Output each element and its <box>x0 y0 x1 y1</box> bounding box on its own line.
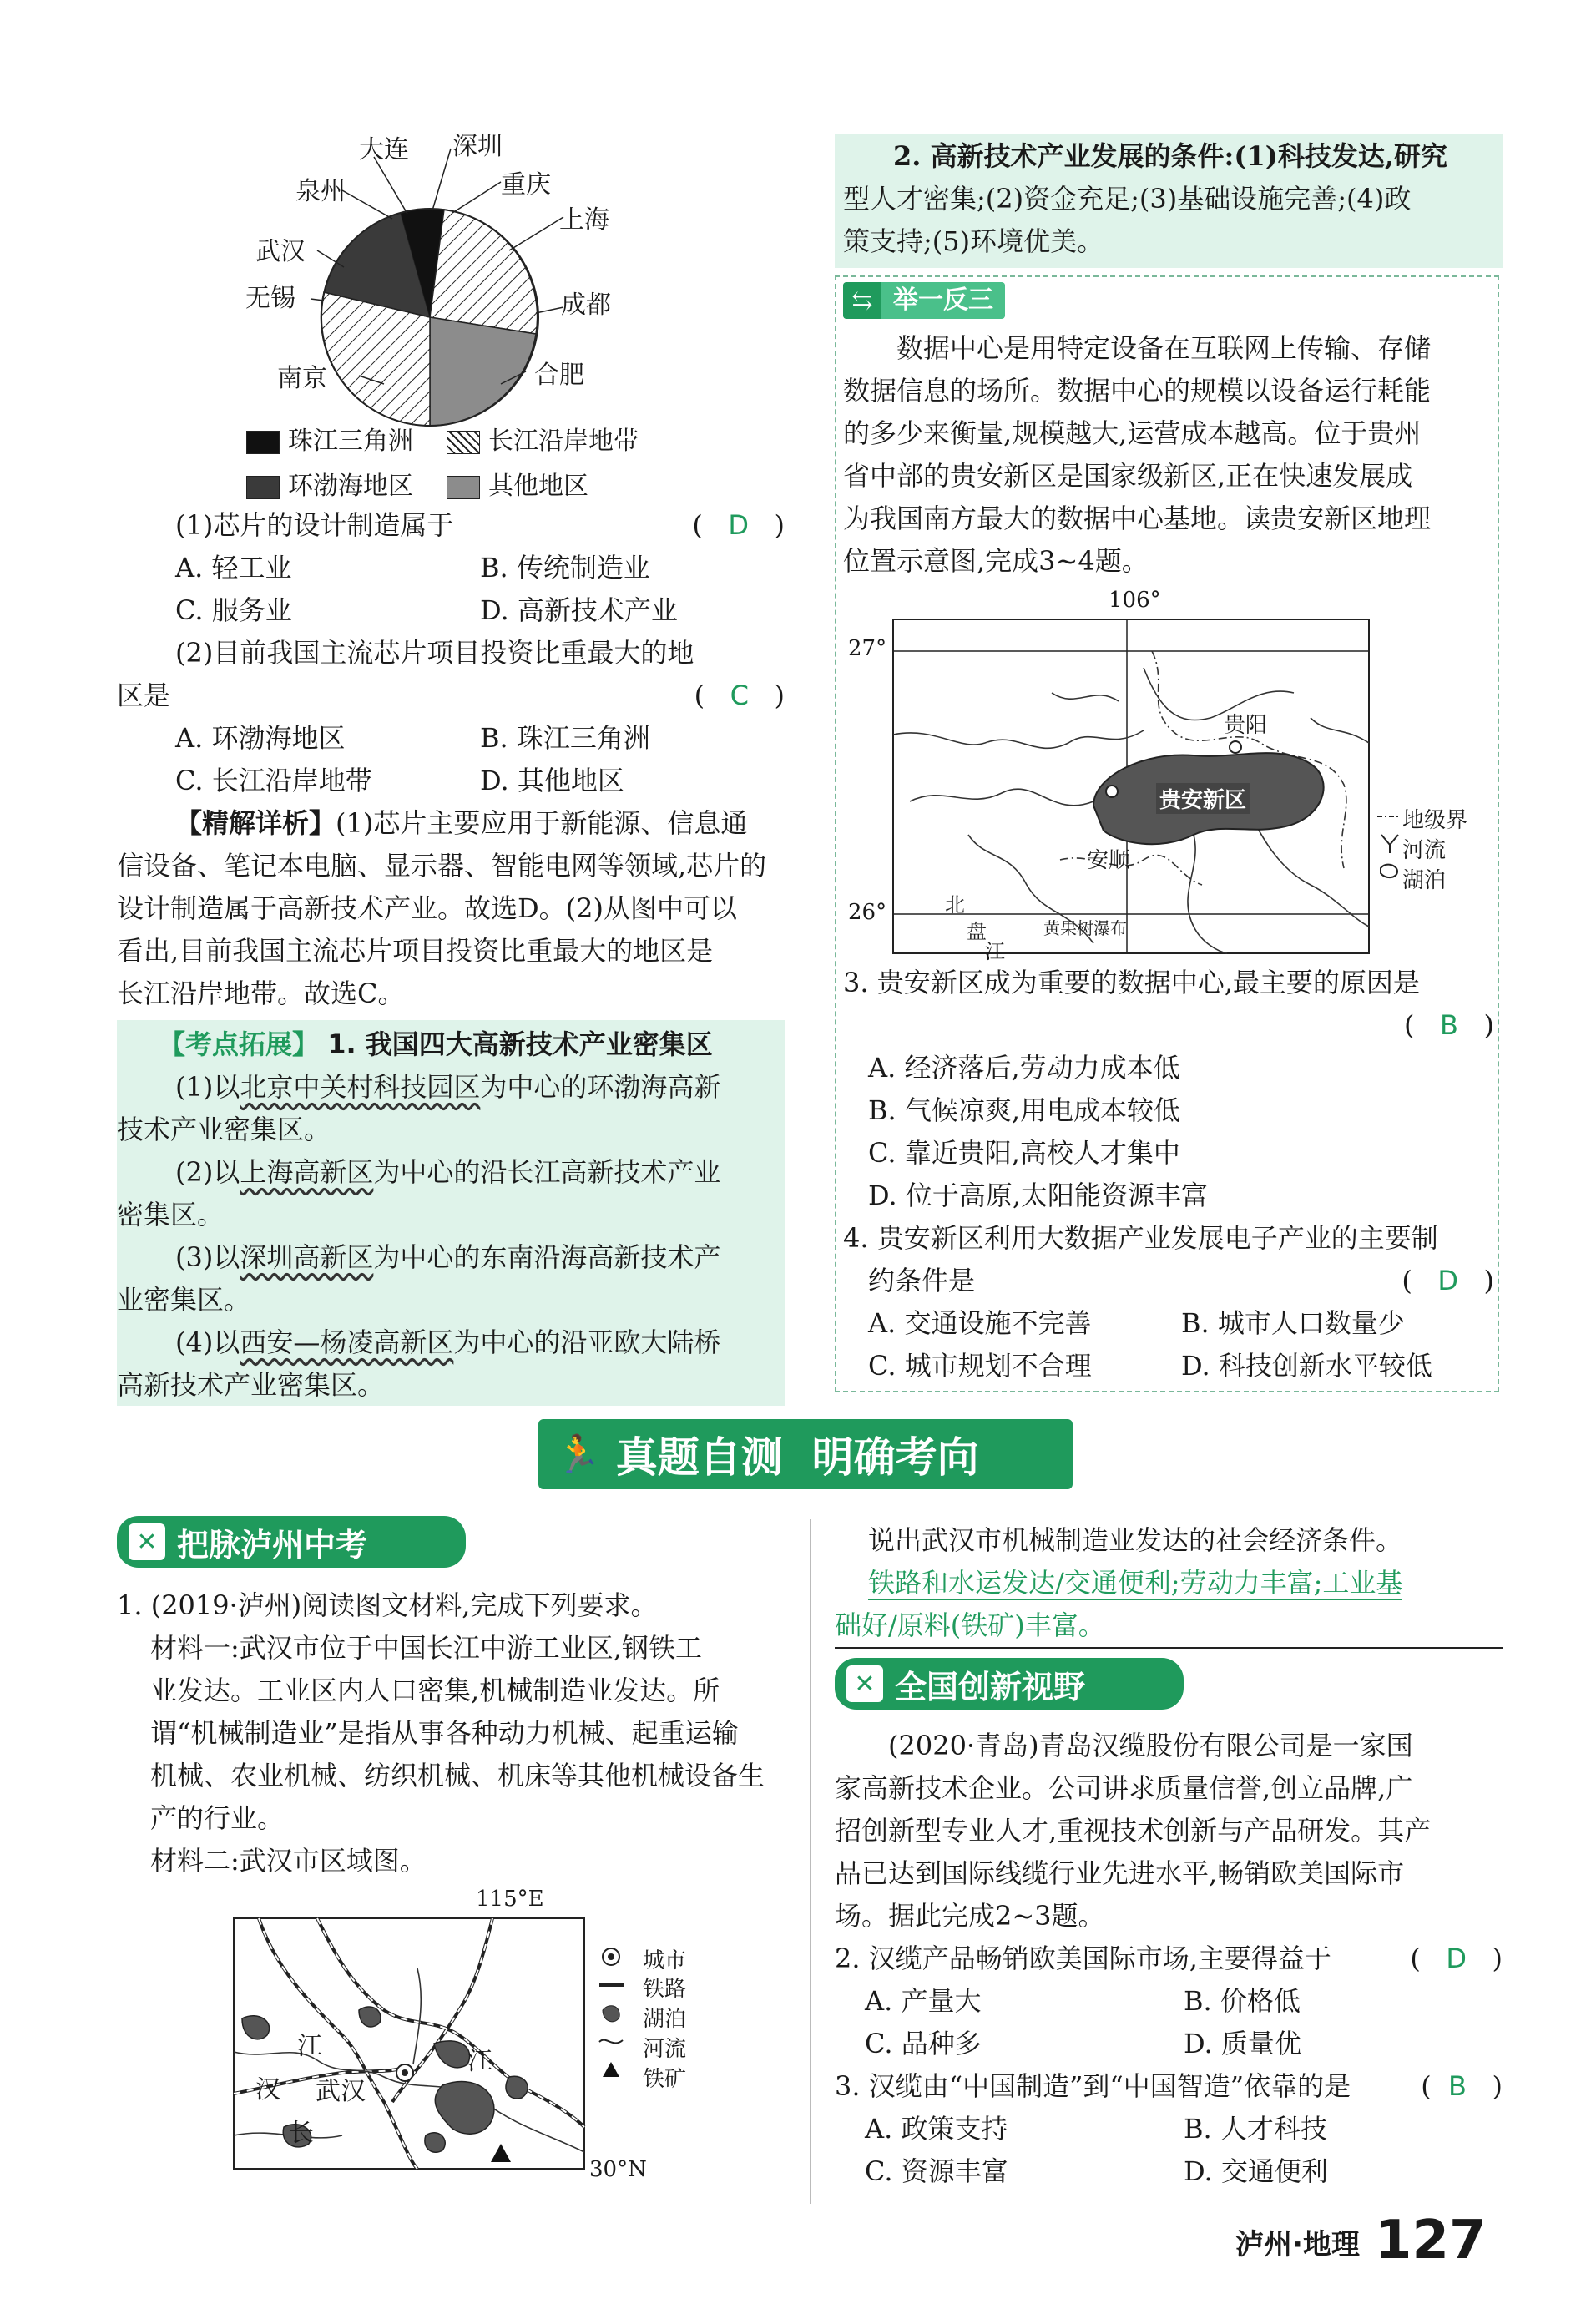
option: C. 长江沿岸地带 <box>175 765 372 796</box>
question-3: 3. 贵安新区成为重要的数据中心,最主要的原因是 <box>843 967 1420 998</box>
kaodian-box <box>117 1020 785 1406</box>
answer: D <box>1437 1265 1458 1296</box>
option: B. 人才科技 <box>1184 2113 1327 2145</box>
option: C. 靠近贵阳,高校人才集中 <box>868 1137 1180 1169</box>
question-1-1: (1)芯片的设计制造属于 <box>175 509 454 541</box>
option: D. 高新技术产业 <box>480 594 678 626</box>
page-footer <box>1235 2210 1487 2271</box>
question-2: 2. 汉缆产品畅销欧美国际市场,主要得益于 <box>835 1943 1331 1974</box>
juyi-line: 数据信息的场所。数据中心的规模以设备运行耗能 <box>843 375 1432 407</box>
map-city-label: 安顺 <box>1087 848 1131 873</box>
answer-text: 铁路和水运发达/交通便利;劳动力丰富;工业基 <box>868 1567 1403 1599</box>
kaodian-text: (3)以 <box>175 1241 240 1273</box>
answer-prompt: 说出武汉市机械制造业发达的社会经济条件。 <box>868 1524 1403 1556</box>
conditions-line: 2. 高新技术产业发展的条件:(1)科技发达,研究 <box>893 140 1448 172</box>
material-line: 产的行业。 <box>150 1802 285 1834</box>
question-1-2-cont: 区是 <box>117 680 171 711</box>
juyi-text <box>843 327 1494 583</box>
legend-swatch-gray <box>447 476 480 499</box>
kaodian-highlight: 上海高新区 <box>240 1156 374 1188</box>
kaodian-text: (4)以 <box>175 1326 240 1358</box>
material-line: 材料一:武汉市位于中国长江中游工业区,钢铁工 <box>150 1632 702 1664</box>
luzhou-header <box>117 1516 466 1568</box>
jiexi-line: 设计制造属于高新技术产业。故选D。(2)从图中可以 <box>117 892 737 924</box>
material-line: 机械、农业机械、纺织机械、机床等其他机械设备生 <box>150 1760 765 1791</box>
map-river-label: 江 <box>467 2047 492 2076</box>
map-lat-label: 27° <box>848 636 887 661</box>
answer-paren: ( D ) <box>692 509 785 541</box>
jiexi-line: (1)芯片主要应用于新能源、信息通 <box>336 807 748 839</box>
map-legend-label: 铁矿 <box>643 2067 687 2092</box>
option: B. 传统制造业 <box>480 552 650 584</box>
kaodian-text: 为中心的沿长江高新技术产业 <box>373 1156 721 1188</box>
kaodian-text: 为中心的环渤海高新 <box>480 1071 721 1103</box>
exchange-icon: ⇆ <box>843 282 881 319</box>
option: B. 价格低 <box>1184 1985 1301 2017</box>
legend-label: 环渤海地区 <box>288 472 413 501</box>
wuhan-answer <box>835 1519 1503 1649</box>
map-legend-label: 城市 <box>643 1948 687 1973</box>
option: C. 品种多 <box>865 2028 982 2059</box>
pie-label: 上海 <box>559 205 609 235</box>
legend-label: 其他地区 <box>488 472 588 501</box>
question-3: 3. 汉缆由“中国制造”到“中国智造”依靠的是 <box>835 2070 1351 2102</box>
pie-legend <box>246 419 680 509</box>
option: B. 城市人口数量少 <box>1181 1307 1405 1339</box>
juyi-line: 为我国南方最大的数据中心基地。读贵安新区地理 <box>843 503 1432 534</box>
map-legend-label: 湖泊 <box>1402 868 1447 893</box>
column-divider <box>810 1519 811 2204</box>
kaodian-text: 密集区。 <box>117 1199 225 1230</box>
map-river-label: 盘 <box>967 920 987 943</box>
map-legend-label: 河流 <box>1402 838 1447 863</box>
map-river-label: 长 <box>289 2119 314 2148</box>
map-waterfall-label: 黄果树瀑布 <box>1043 918 1127 938</box>
kaodian-text: (1)以 <box>175 1071 240 1103</box>
cross-icon: ✕ <box>846 1665 883 1702</box>
map-area-label: 贵安新区 <box>1156 783 1250 814</box>
national-questions <box>835 1725 1503 2193</box>
conditions-line: 策支持;(5)环境优美。 <box>843 225 1104 257</box>
option: C. 资源丰富 <box>865 2155 1008 2187</box>
answer: D <box>1446 1943 1467 1974</box>
option: A. 产量大 <box>865 1985 982 2017</box>
answer: B <box>1440 1009 1458 1041</box>
answer-text: 础好/原料(铁矿)丰富。 <box>835 1609 1105 1641</box>
map-river-label: 江 <box>297 2032 322 2061</box>
question-1: 1. (2019·泸州)阅读图文材料,完成下列要求。 <box>117 1589 658 1621</box>
guian-map-svg <box>843 584 1494 968</box>
left-questions <box>117 504 785 1015</box>
legend-label: 珠江三角洲 <box>288 427 413 456</box>
answer: D <box>728 509 749 541</box>
answer: B <box>1448 2070 1467 2102</box>
question-4-cont: 约条件是 <box>868 1265 976 1296</box>
kaodian-title: 1. 我国四大高新技术产业密集区 <box>327 1028 713 1060</box>
intro-line: 场。据此完成2~3题。 <box>835 1900 1105 1932</box>
page-number: 127 <box>1374 2210 1487 2271</box>
juyi-line: 数据中心是用特定设备在互联网上传输、存储 <box>896 332 1432 364</box>
kaodian-highlight: 北京中关村科技园区 <box>240 1071 481 1103</box>
map-river-label: 北 <box>945 893 965 917</box>
option: C. 城市规划不合理 <box>868 1350 1092 1382</box>
pie-label: 泉州 <box>295 177 346 206</box>
answer-paren: ( B ) <box>1421 2070 1503 2102</box>
pie-label: 武汉 <box>255 237 306 266</box>
option: D. 交通便利 <box>1184 2155 1328 2187</box>
juyi-line: 位置示意图,完成3~4题。 <box>843 545 1149 577</box>
kaodian-highlight: 西安—杨凌高新区 <box>240 1326 454 1358</box>
pie-slice-other <box>430 317 536 426</box>
kaodian-text: (2)以 <box>175 1156 240 1188</box>
national-header-label: 全国创新视野 <box>895 1668 1086 1705</box>
cross-icon: ✕ <box>129 1523 165 1560</box>
juyi-tag <box>843 282 1005 319</box>
pie-label: 成都 <box>561 291 611 320</box>
option: D. 质量优 <box>1184 2028 1301 2059</box>
legend-swatch-dark <box>246 476 280 499</box>
pie-label: 合肥 <box>534 361 584 390</box>
section-banner-title: 真题自测 明确考向 <box>615 1433 979 1482</box>
jiexi-line: 看出,目前我国主流芯片项目投资比重最大的地区是 <box>117 935 714 967</box>
map-lat-label: 30°N <box>589 2157 647 2182</box>
material-line: 谓“机械制造业”是指从事各种动力机械、起重运输 <box>150 1717 739 1749</box>
jiexi-line: 长江沿岸地带。故选C。 <box>117 978 405 1009</box>
conditions-line: 型人才密集;(2)资金充足;(3)基础设施完善;(4)政 <box>843 183 1412 215</box>
map-legend-label: 湖泊 <box>643 2007 687 2032</box>
kaodian-text: 为中心的沿亚欧大陆桥 <box>453 1326 721 1358</box>
pie-label: 无锡 <box>245 284 295 313</box>
question-4: 4. 贵安新区利用大数据产业发展电子产业的主要制 <box>843 1222 1438 1254</box>
guiyang-city <box>1230 741 1241 753</box>
kaodian-text: 为中心的东南沿海高新技术产 <box>373 1241 721 1273</box>
map-city-label: 贵阳 <box>1224 713 1268 738</box>
juyi-line: 的多少来衡量,规模越大,运营成本越高。位于贵州 <box>843 417 1422 449</box>
kaodian-text: 业密集区。 <box>117 1284 251 1316</box>
question-1-2: (2)目前我国主流芯片项目投资比重最大的地 <box>175 637 694 669</box>
pie-label: 重庆 <box>501 170 551 200</box>
conditions-box <box>835 134 1503 268</box>
answer-paren: ( C ) <box>694 680 785 711</box>
option: D. 位于高原,太阳能资源丰富 <box>868 1180 1209 1211</box>
guian-questions <box>843 962 1494 1387</box>
option: A. 交通设施不完善 <box>868 1307 1092 1339</box>
map-river-label: 汉 <box>255 2075 280 2104</box>
anshun-city <box>1106 786 1118 797</box>
jiexi-tag: 【精解详析】 <box>175 807 336 839</box>
luzhou-header-label: 把脉泸州中考 <box>177 1526 368 1564</box>
legend-swatch-black <box>246 431 280 454</box>
legend-label: 长江沿岸地带 <box>488 427 639 456</box>
intro-line: 招创新型专业人才,重视技术创新与产品研发。其产 <box>835 1815 1432 1847</box>
map-legend-label: 河流 <box>643 2037 687 2062</box>
juyi-label: 举一反三 <box>881 282 1005 319</box>
answer: C <box>730 680 749 711</box>
pie-label: 南京 <box>277 364 327 393</box>
option: A. 经济落后,劳动力成本低 <box>868 1052 1180 1084</box>
runner-icon: 🏃 <box>555 1433 601 1476</box>
map-lon-label: 115°E <box>476 1887 544 1912</box>
option: C. 服务业 <box>175 594 292 626</box>
luzhou-question <box>117 1584 785 1882</box>
intro-line: (2020·青岛)青岛汉缆股份有限公司是一家国 <box>888 1730 1413 1761</box>
kaodian-text: 高新技术产业密集区。 <box>117 1369 385 1401</box>
option: D. 其他地区 <box>480 765 624 796</box>
intro-line: 品已达到国际线缆行业先进水平,畅销欧美国际市 <box>835 1857 1405 1889</box>
intro-line: 家高新技术企业。公司讲求质量信誉,创立品牌,广 <box>835 1772 1413 1804</box>
pie-label: 深圳 <box>452 132 503 161</box>
map-legend-label: 地级界 <box>1402 808 1468 833</box>
map-city-label: 武汉 <box>316 2077 366 2106</box>
answer-paren: ( D ) <box>1402 1265 1494 1296</box>
section-banner <box>538 1419 1073 1489</box>
map-river-label: 江 <box>985 940 1005 963</box>
option: D. 科技创新水平较低 <box>1181 1350 1432 1382</box>
option: A. 环渤海地区 <box>175 722 346 754</box>
answer-paren: ( D ) <box>1410 1943 1503 1974</box>
kaodian-tag: 【考点拓展】 <box>159 1028 320 1060</box>
option: B. 珠江三角洲 <box>480 722 650 754</box>
legend-swatch-hatch <box>447 431 480 454</box>
juyi-line: 省中部的贵安新区是国家级新区,正在快速发展成 <box>843 460 1413 492</box>
option: B. 气候凉爽,用电成本较低 <box>868 1094 1181 1126</box>
map-legend-label: 铁路 <box>643 1977 687 2002</box>
option: A. 政策支持 <box>865 2113 1008 2145</box>
pie-slice-yangtze <box>430 210 538 334</box>
kaodian-highlight: 深圳高新区 <box>240 1241 374 1273</box>
material-line: 业发达。工业区内人口密集,机械制造业发达。所 <box>150 1675 720 1706</box>
footer-label: 泸州·地理 <box>1235 2228 1360 2261</box>
pie-label: 大连 <box>359 135 409 164</box>
map-lon-label: 106° <box>1109 588 1161 613</box>
option: A. 轻工业 <box>175 552 292 584</box>
material-line: 材料二:武汉市区域图。 <box>150 1845 427 1877</box>
wuhan-map <box>225 1885 726 2194</box>
map-lat-label: 26° <box>848 900 887 925</box>
jiexi-line: 信设备、笔记本电脑、显示器、智能电网等领域,芯片的 <box>117 850 767 882</box>
national-header <box>835 1658 1184 1710</box>
answer-paren: ( B ) <box>1404 1009 1494 1041</box>
kaodian-text: 技术产业密集区。 <box>117 1114 331 1145</box>
guian-map <box>843 584 1494 968</box>
